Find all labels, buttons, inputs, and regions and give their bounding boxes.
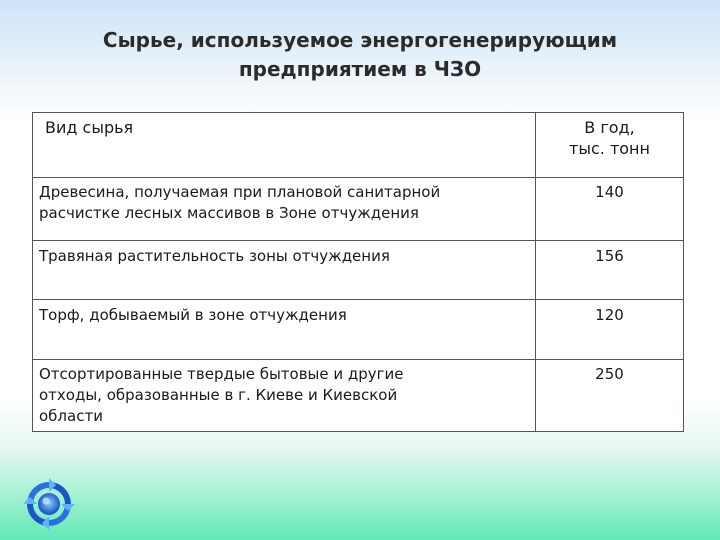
page-title: [0, 26, 720, 84]
material-name-line: Торф, добываемый в зоне отчуждения: [39, 306, 347, 324]
table-row: [33, 241, 684, 300]
material-name-cell: [33, 178, 536, 241]
material-name-cell: [33, 300, 536, 360]
header-annual-volume-line-1: В год,: [584, 118, 635, 137]
header-material-type: Вид сырья: [33, 113, 536, 178]
annual-volume-cell: 120: [536, 300, 684, 360]
raw-materials-table: [32, 112, 684, 432]
material-name-cell: [33, 360, 536, 432]
table-row: [33, 300, 684, 360]
table-header-row: [33, 113, 684, 178]
header-annual-volume: [536, 113, 684, 178]
material-name-line: Отсортированные твердые бытовые и другие: [39, 365, 404, 383]
recycle-arrows-icon[interactable]: [22, 477, 76, 531]
annual-volume-cell: 250: [536, 360, 684, 432]
material-name-line: расчистке лесных массивов в Зоне отчуждения: [39, 204, 419, 222]
material-name-line: области: [39, 407, 103, 425]
material-name-line: Древесина, получаемая при плановой санитарной: [39, 183, 441, 201]
page-title-line-1: Сырье, используемое энергогенерирующим: [102, 28, 618, 52]
table-row: [33, 178, 684, 241]
table-row: [33, 360, 684, 432]
header-annual-volume-line-2: тыс. тонн: [569, 139, 650, 158]
material-name-line: отходы, образованные в г. Киеве и Киевской: [39, 386, 398, 404]
page-title-line-2: предприятием в ЧЗО: [238, 57, 482, 81]
annual-volume-cell: 140: [536, 178, 684, 241]
material-name-line: Травяная растительность зоны отчуждения: [39, 247, 390, 265]
annual-volume-cell: 156: [536, 241, 684, 300]
material-name-cell: [33, 241, 536, 300]
